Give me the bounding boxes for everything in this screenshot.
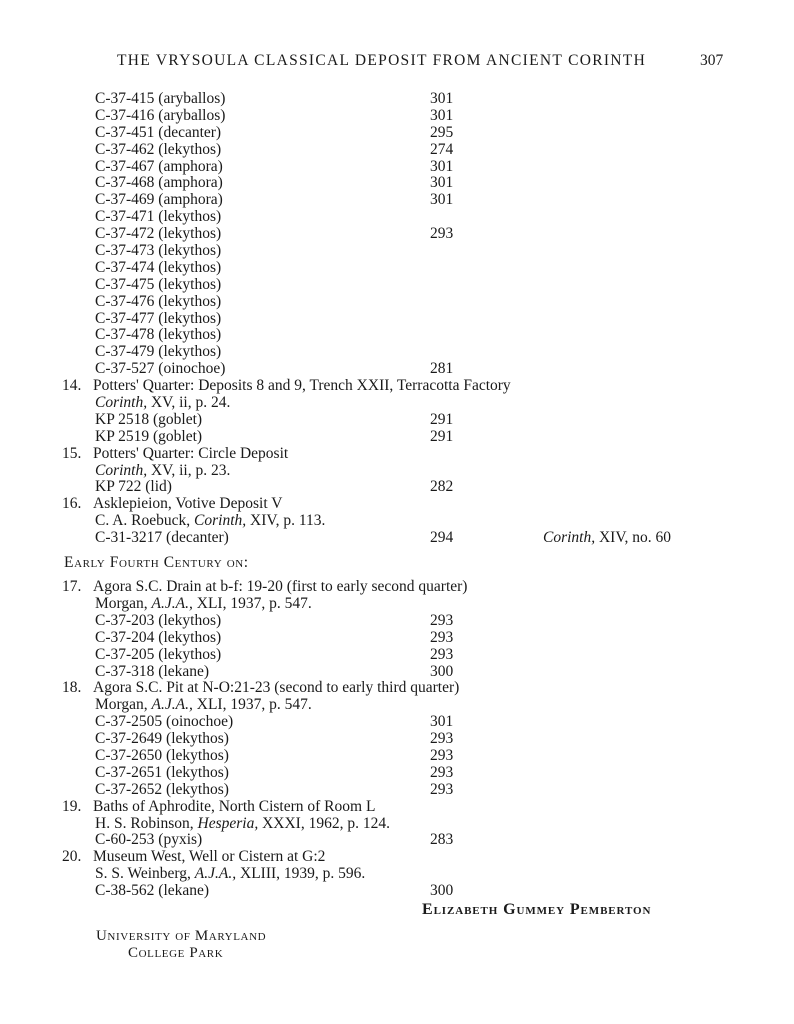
deposit-14 [0,378,794,446]
list-item: C-37-2650 (lekythos) 293 [95,746,454,764]
deposit-reference: Corinth, XV, ii, p. 23. [95,461,231,479]
list-item: C-60-253 (pyxis) 283 [95,831,454,849]
list-item: C-37-478 (lekythos) [95,326,222,344]
list-item: C-37-469 (amphora) 301 [95,191,454,209]
deposit-reference: Morgan, A.J.A., XLI, 1937, p. 547. [95,594,312,612]
list-item: C-31-3217 (decanter) 294 Corinth, XIV, no. 60 [95,529,672,547]
deposit-heading: 20. Museum West, Well or Cistern at G:2 [62,848,326,866]
deposit-reference: Morgan, A.J.A., XLI, 1937, p. 547. [95,696,312,714]
deposit-reference: H. S. Robinson, Hesperia, XXXI, 1962, p. 124. [95,814,390,832]
list-item: C-37-2652 (lekythos) 293 [95,780,454,798]
deposit-15 [0,446,794,497]
list-item: C-37-467 (amphora) 301 [95,157,454,175]
affiliation-location: College Park [128,944,224,961]
list-item: C-37-416 (aryballos) 301 [95,106,454,124]
list-item: C-37-2651 (lekythos) 293 [95,763,454,781]
deposit-18 [0,680,794,798]
deposit-heading: 16. Asklepieion, Votive Deposit V [62,495,283,513]
affiliation-line-2 [0,945,794,962]
affiliation-university: University of Maryland [96,927,267,944]
list-item: C-37-471 (lekythos) [95,208,222,226]
running-title: THE VRYSOULA CLASSICAL DEPOSIT FROM ANCIENT CORINTH [117,52,647,69]
deposit-reference: S. S. Weinberg, A.J.A., XLIII, 1939, p. 596. [95,865,366,883]
list-item: C-37-451 (decanter) 295 [95,123,454,141]
section-heading-row [0,551,794,575]
catalogue-note: Corinth, XIV, no. 60 [543,529,672,547]
deposit-16 [0,496,794,547]
list-item: C-37-479 (lekythos) [95,343,222,361]
deposit-17 [0,579,794,680]
affiliation-line-1 [0,928,794,945]
section-heading: Early Fourth Century on: [64,554,249,572]
list-item: C-37-2649 (lekythos) 293 [95,730,454,748]
list-item: KP 722 (lid) 282 [95,478,454,496]
deposit-19 [0,799,794,850]
list-item: C-37-203 (lekythos) 293 [95,611,454,629]
list-item: C-37-527 (oinochoe) 281 [95,360,454,378]
list-item: C-38-562 (lekane) 300 [95,882,454,900]
list-item: KP 2518 (goblet) 291 [95,410,454,428]
list-item: C-37-476 (lekythos) [95,292,222,310]
signature-row [0,900,794,920]
list-item: C-37-468 (amphora) 301 [95,174,454,192]
deposit-list [0,91,794,962]
deposit-heading: 17. Agora S.C. Drain at b-f: 19-20 (first to early second quarter) [62,578,468,596]
list-item: C-37-318 (lekane) 300 [95,662,454,680]
list-item: KP 2519 (goblet) 291 [95,427,454,445]
deposit-reference: Corinth, XV, ii, p. 24. [95,394,231,412]
list-item: C-37-473 (lekythos) [95,242,222,260]
deposit-reference: C. A. Roebuck, Corinth, XIV, p. 113. [95,512,326,530]
list-item: C-37-415 (aryballos) 301 [95,90,454,107]
list-item: C-37-474 (lekythos) [95,258,222,276]
page-number: 307 [700,52,724,69]
list-item: C-37-462 (lekythos) 274 [95,140,454,158]
list-item: C-37-204 (lekythos) 293 [95,628,454,646]
deposit-heading: 18. Agora S.C. Pit at N-O:21-23 (second to early third quarter) [62,679,460,697]
author-name: Elizabeth Gummey Pemberton [422,900,652,918]
list-item: C-37-477 (lekythos) [95,309,222,327]
deposit-heading: 15. Potters' Quarter: Circle Deposit [62,444,289,462]
list-item: C-37-472 (lekythos) 293 [95,225,454,243]
deposit-heading: 19. Baths of Aphrodite, North Cistern of Room L [62,797,376,815]
list-item: C-37-2505 (oinochoe) 301 [95,713,454,731]
list-item: C-37-205 (lekythos) 293 [95,645,454,663]
deposit-13-items [0,91,794,378]
list-item: C-37-475 (lekythos) [95,275,222,293]
deposit-heading: 14. Potters' Quarter: Deposits 8 and 9, Trench XXII, Terracotta Factory [62,377,511,395]
deposit-20 [0,849,794,900]
page-header [0,52,794,74]
